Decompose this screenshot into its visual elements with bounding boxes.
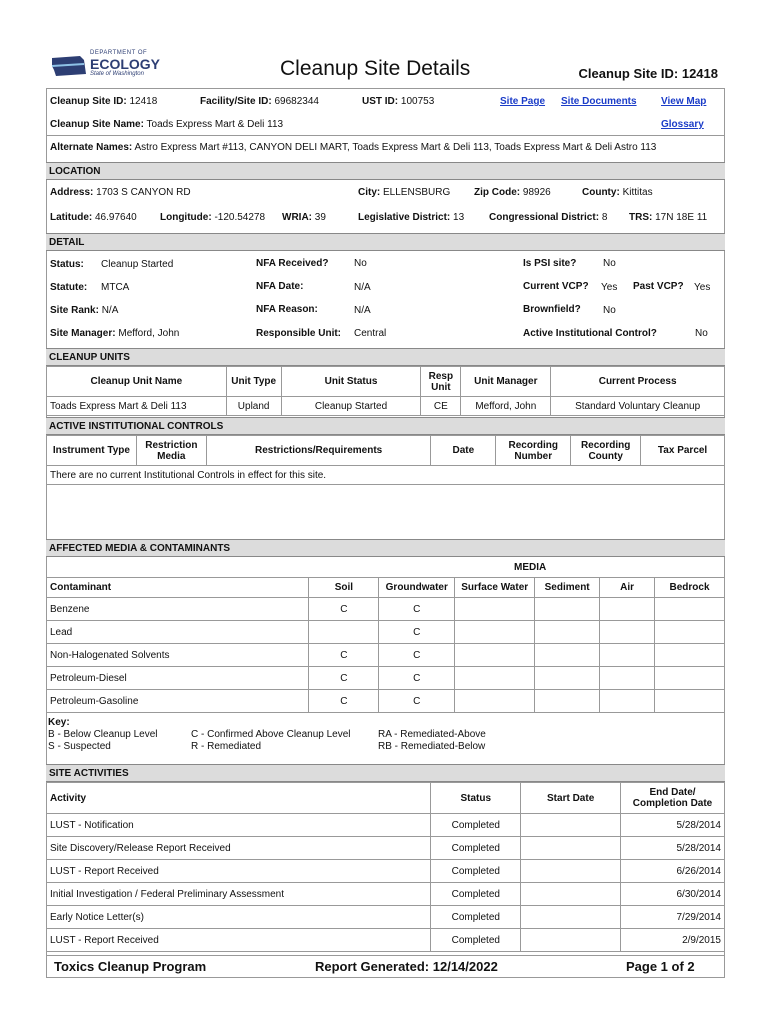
cell: Standard Voluntary Cleanup — [551, 397, 725, 416]
col-header: Date — [431, 436, 496, 466]
cleanup-units-table — [46, 366, 725, 416]
table-header-row — [47, 367, 725, 397]
col-header: Sediment — [535, 578, 600, 598]
cell — [535, 598, 600, 621]
glossary-link[interactable]: Glossary — [661, 119, 704, 130]
label: Congressional District: — [489, 212, 600, 223]
no-controls-message: There are no current Institutional Controls in effect for this site. — [50, 470, 327, 481]
value: 39 — [314, 212, 326, 223]
page-title: Cleanup Site Details — [280, 57, 471, 80]
cell: C — [309, 598, 379, 621]
cell — [600, 598, 655, 621]
table-header-row — [47, 783, 725, 814]
cell: C — [379, 690, 455, 713]
cell: Petroleum-Diesel — [47, 667, 309, 690]
activities-table — [46, 782, 725, 952]
col-header: Activity — [47, 783, 431, 814]
footer-page: Page 1 of 2 — [626, 959, 695, 974]
cell — [309, 621, 379, 644]
col-header: End Date/ Completion Date — [621, 783, 725, 814]
past-vcp-value: Yes — [694, 282, 711, 293]
table-row — [47, 929, 725, 952]
value: Toads Express Mart & Deli 113 — [146, 119, 284, 130]
cell: Benzene — [47, 598, 309, 621]
key-b: B - Below Cleanup Level — [48, 729, 158, 740]
cell: Site Discovery/Release Report Received — [47, 837, 431, 860]
cell: C — [379, 621, 455, 644]
nfa-received-label: NFA Received? — [256, 258, 329, 269]
cell — [600, 690, 655, 713]
cell — [600, 644, 655, 667]
media-heading: AFFECTED MEDIA & CONTAMINANTS — [46, 539, 725, 557]
psi-label: Is PSI site? — [523, 258, 577, 269]
city — [358, 187, 450, 198]
key-ra: RA - Remediated-Above — [378, 729, 486, 740]
site-name — [50, 119, 283, 130]
col-header: Cleanup Unit Name — [47, 367, 227, 397]
brownfield-value: No — [603, 305, 616, 316]
cell: 2/9/2015 — [621, 929, 725, 952]
cell: Lead — [47, 621, 309, 644]
aic-value: No — [695, 328, 708, 339]
congressional-district — [489, 212, 607, 223]
cell — [455, 690, 535, 713]
value: 69682344 — [274, 96, 319, 107]
cell: LUST - Report Received — [47, 860, 431, 883]
cell — [455, 667, 535, 690]
site-documents-link[interactable]: Site Documents — [561, 96, 637, 107]
site-rank — [50, 305, 118, 316]
value: Kittitas — [622, 187, 653, 198]
cell — [655, 690, 725, 713]
cell: Completed — [431, 860, 521, 883]
statute-label: Statute: — [50, 282, 88, 293]
facility-id — [200, 96, 319, 107]
cleanup-site-id — [50, 96, 157, 107]
logo-line3: State of Washington — [90, 71, 144, 77]
key-label: Key: — [48, 717, 70, 728]
nfa-date-label: NFA Date: — [256, 281, 304, 292]
media-group-label: MEDIA — [514, 562, 547, 573]
cell — [521, 860, 621, 883]
label: TRS: — [629, 212, 653, 223]
cell: C — [379, 598, 455, 621]
col-header: Surface Water — [455, 578, 535, 598]
col-header: Recording County — [571, 436, 641, 466]
cell: LUST - Report Received — [47, 929, 431, 952]
table-row — [47, 621, 725, 644]
activities-heading: SITE ACTIVITIES — [46, 764, 725, 782]
key-rb: RB - Remediated-Below — [378, 741, 486, 752]
col-header: Unit Status — [281, 367, 421, 397]
col-header: Unit Type — [226, 367, 281, 397]
cell — [521, 929, 621, 952]
nfa-date-value: N/A — [354, 282, 371, 293]
cell — [600, 667, 655, 690]
label: County: — [582, 187, 620, 198]
table-header-row — [47, 578, 725, 598]
cell — [655, 598, 725, 621]
cell: Completed — [431, 929, 521, 952]
cell — [455, 644, 535, 667]
cell: Upland — [226, 397, 281, 416]
site-page-link[interactable]: Site Page — [500, 96, 546, 107]
ecology-logo — [50, 50, 161, 82]
wria — [282, 212, 326, 223]
col-header: Restrictions/Requirements — [206, 436, 431, 466]
cell: Petroleum-Gasoline — [47, 690, 309, 713]
longitude — [160, 212, 265, 223]
label: WRIA: — [282, 212, 312, 223]
cell: Toads Express Mart & Deli 113 — [47, 397, 227, 416]
cell: C — [379, 667, 455, 690]
key-s: S - Suspected — [48, 741, 111, 752]
cell: 6/30/2014 — [621, 883, 725, 906]
cell: Completed — [431, 814, 521, 837]
label: Latitude: — [50, 212, 93, 223]
cell: Cleanup Started — [281, 397, 421, 416]
nfa-reason-value: N/A — [354, 305, 371, 316]
zip — [474, 187, 551, 198]
table-row — [47, 814, 725, 837]
col-header: Groundwater — [379, 578, 455, 598]
psi-value: No — [603, 258, 616, 269]
value: 100753 — [400, 96, 435, 107]
cell: 5/28/2014 — [621, 837, 725, 860]
value: -120.54278 — [214, 212, 266, 223]
label: Site Rank: — [50, 305, 99, 316]
address — [50, 187, 191, 198]
status-value: Cleanup Started — [101, 259, 174, 270]
value: 12418 — [129, 96, 158, 107]
key-r: R - Remediated — [191, 741, 262, 752]
table-row — [47, 598, 725, 621]
table-row — [47, 690, 725, 713]
brownfield-label: Brownfield? — [523, 304, 581, 315]
label: Cleanup Site ID: — [50, 96, 127, 107]
cell: Early Notice Letter(s) — [47, 906, 431, 929]
table-row — [47, 906, 725, 929]
alternate-names — [50, 142, 656, 153]
responsible-unit-label: Responsible Unit: — [256, 328, 342, 339]
footer-program: Toxics Cleanup Program — [54, 959, 207, 974]
label: Alternate Names: — [50, 142, 133, 153]
label: Longitude: — [160, 212, 212, 223]
location-heading: LOCATION — [46, 162, 725, 180]
cell: C — [309, 644, 379, 667]
cell: 6/26/2014 — [621, 860, 725, 883]
col-header: Tax Parcel — [641, 436, 725, 466]
site-manager — [50, 328, 179, 339]
current-vcp-label: Current VCP? — [523, 281, 589, 292]
detail-heading: DETAIL — [46, 233, 725, 251]
col-header: Restriction Media — [136, 436, 206, 466]
legislative-district — [358, 212, 464, 223]
table-row — [47, 860, 725, 883]
cell: Completed — [431, 883, 521, 906]
cell — [655, 644, 725, 667]
cell — [655, 667, 725, 690]
label: Cleanup Site Name: — [50, 119, 144, 130]
cell — [521, 814, 621, 837]
key-c: C - Confirmed Above Cleanup Level — [191, 729, 351, 740]
value: 46.97640 — [95, 212, 137, 223]
county — [582, 187, 653, 198]
status-label: Status: — [50, 259, 84, 270]
controls-heading: ACTIVE INSTITUTIONAL CONTROLS — [46, 417, 725, 435]
cell: Initial Investigation / Federal Preliminary Assessment — [47, 883, 431, 906]
cell — [535, 667, 600, 690]
cell — [521, 837, 621, 860]
value: 98926 — [522, 187, 551, 198]
cell: C — [379, 644, 455, 667]
label: Site Manager: — [50, 328, 116, 339]
responsible-unit-value: Central — [354, 328, 387, 339]
col-header: Current Process — [551, 367, 725, 397]
value: 8 — [601, 212, 608, 223]
value: N/A — [101, 305, 119, 316]
logo-line1: DEPARTMENT OF — [90, 50, 148, 56]
latitude — [50, 212, 137, 223]
table-row — [47, 667, 725, 690]
cell: LUST - Notification — [47, 814, 431, 837]
label: Address: — [50, 187, 94, 198]
label: Facility/Site ID: — [200, 96, 272, 107]
trs — [629, 212, 707, 223]
table-row — [47, 883, 725, 906]
nfa-reason-label: NFA Reason: — [256, 304, 318, 315]
label: City: — [358, 187, 381, 198]
col-header: Bedrock — [655, 578, 725, 598]
statute-value: MTCA — [101, 282, 130, 293]
cell — [521, 906, 621, 929]
value: 17N 18E 11 — [655, 212, 708, 223]
table-row — [47, 397, 725, 416]
logo-line2: ECOLOGY — [90, 56, 161, 72]
cell: Completed — [431, 837, 521, 860]
header-site-id: Cleanup Site ID: 12418 — [578, 66, 718, 81]
view-map-link[interactable]: View Map — [661, 96, 707, 107]
cell — [655, 621, 725, 644]
value: 1703 S CANYON RD — [96, 187, 191, 198]
past-vcp-label: Past VCP? — [633, 281, 684, 292]
table-header-row — [47, 436, 725, 466]
col-header: Contaminant — [47, 578, 309, 598]
col-header: Recording Number — [496, 436, 571, 466]
cell — [535, 644, 600, 667]
value: 13 — [453, 212, 465, 223]
cell — [535, 621, 600, 644]
aic-label: Active Institutional Control? — [523, 328, 657, 339]
cell: CE — [421, 397, 461, 416]
label: UST ID: — [362, 96, 399, 107]
nfa-received-value: No — [354, 258, 367, 269]
col-header: Resp Unit — [421, 367, 461, 397]
cell — [535, 690, 600, 713]
cell: C — [309, 667, 379, 690]
col-header: Instrument Type — [47, 436, 137, 466]
table-row — [47, 644, 725, 667]
washington-map-icon — [50, 52, 90, 82]
col-header: Status — [431, 783, 521, 814]
controls-table — [46, 435, 725, 466]
label: Legislative District: — [358, 212, 451, 223]
cell: Mefford, John — [461, 397, 551, 416]
table-row — [47, 837, 725, 860]
cell: 7/29/2014 — [621, 906, 725, 929]
cell — [600, 621, 655, 644]
cell — [455, 598, 535, 621]
col-header: Unit Manager — [461, 367, 551, 397]
cell: Non-Halogenated Solvents — [47, 644, 309, 667]
value: ELLENSBURG — [383, 187, 451, 198]
value: Astro Express Mart #113, CANYON DELI MART, Toads Express Mart & Deli 113, Toads Express Mart & Deli Astro 113 — [134, 142, 657, 153]
col-header: Soil — [309, 578, 379, 598]
cell: Completed — [431, 906, 521, 929]
col-header: Air — [600, 578, 655, 598]
cleanup-units-heading: CLEANUP UNITS — [46, 348, 725, 366]
ust-id — [362, 96, 434, 107]
value: Mefford, John — [118, 328, 180, 339]
current-vcp-value: Yes — [601, 282, 618, 293]
cell — [521, 883, 621, 906]
cell — [455, 621, 535, 644]
col-header: Start Date — [521, 783, 621, 814]
footer-generated: Report Generated: 12/14/2022 — [315, 959, 498, 974]
cell: C — [309, 690, 379, 713]
cell: 5/28/2014 — [621, 814, 725, 837]
media-table — [46, 577, 725, 713]
label: Zip Code: — [474, 187, 521, 198]
